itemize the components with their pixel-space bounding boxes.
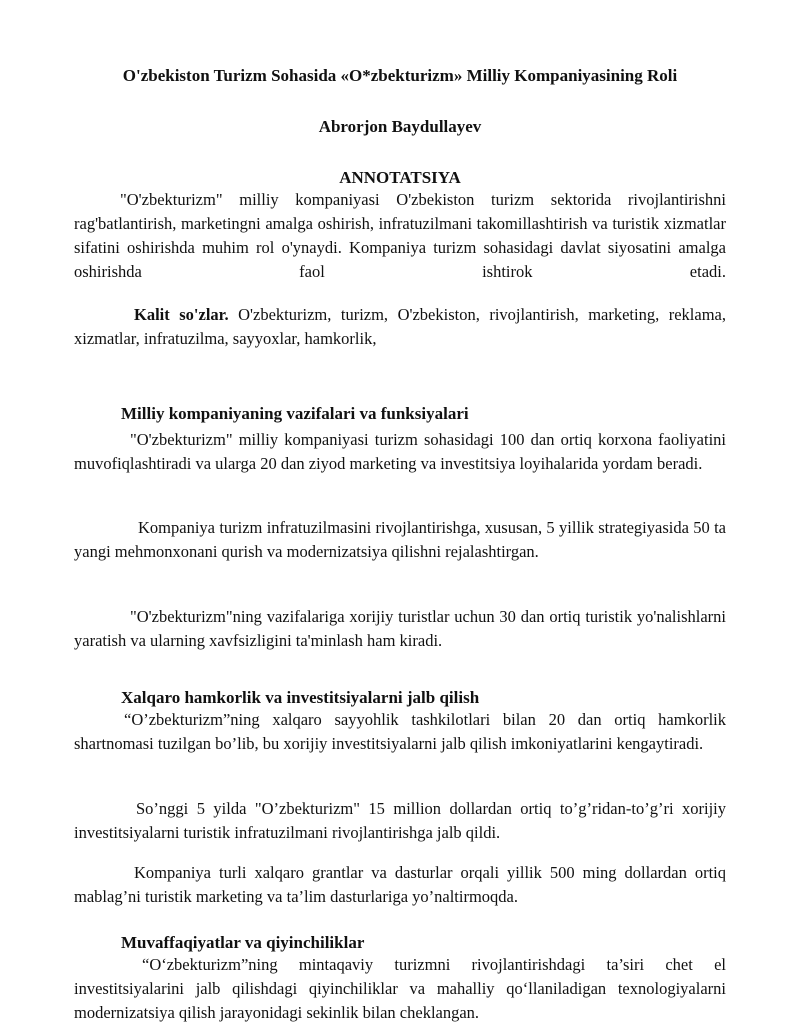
author-name: Abrorjon Baydullayev <box>318 117 482 136</box>
keywords-label: Kalit so'zlar. <box>134 305 229 324</box>
paragraph: So’nggi 5 yilda "O’zbekturizm" 15 million dollardan ortiq to’g’ridan-to’g’ri xorijiy investitsiyalarni turistik infratuzilmani rivojlantirishga jalb qildi. <box>74 799 726 842</box>
document-title: O'zbekiston Turizm Sohasida «O*zbekturizm» Milliy Kompaniyasining Roli <box>122 66 678 85</box>
paragraph: Kompaniya turli xalqaro grantlar va dasturlar orqali yillik 500 ming dollardan ortiq mablag’ni turistik marketing va ta’lim dasturlariga yo’naltirmoqda. <box>74 863 726 906</box>
keywords-paragraph <box>74 303 726 351</box>
paragraph: "O'zbekturizm"ning vazifalariga xorijiy turistlar uchun 30 dan ortiq turistik yo'nalishlarni yaratish va ularning xavfsizligini ta'minlash ham kiradi. <box>74 607 726 650</box>
section-heading-duties: Milliy kompaniyaning vazifalari va funksiyalari <box>121 404 469 423</box>
paragraph: "O'zbekturizm" milliy kompaniyasi turizm sohasidagi 100 dan ortiq korxona faoliyatini muvofiqlashtiradi va ularga 20 dan ziyod marketing va investitsiya loyihalarida yordam beradi. <box>74 430 726 473</box>
section-heading-cooperation: Xalqaro hamkorlik va investitsiyalarni jalb qilish <box>121 688 480 707</box>
annotation-heading: ANNOTATSIYA <box>339 168 461 187</box>
paragraph: Kompaniya turizm infratuzilmasini rivojlantirishga, xususan, 5 yillik strategiyasida 50 ta yangi mehmonxonani qurish va modernizatsiya qilishni rejalashtirgan. <box>74 518 726 561</box>
paragraph: “O‘zbekturizm”ning mintaqaviy turizmni rivojlantirishdagi ta’siri chet el investitsiyalarini jalb qilishdagi qiyinchiliklar va mahalliy qo‘llaniladigan texnologiyalarni modernizatsiya qilish jarayonidagi sekinlik bilan cheklangan. <box>74 955 726 1022</box>
paragraph: “O’zbekturizm”ning xalqaro sayyohlik tashkilotlari bilan 20 dan ortiq hamkorlik shartnomasi tuzilgan bo’lib, bu xorijiy investitsiyalarni jalb qilish imkoniyatlarini kengaytiradi. <box>74 710 726 753</box>
section-heading-achievements: Muvaffaqiyatlar va qiyinchiliklar <box>121 933 365 952</box>
annotation-text: "O'zbekturizm" milliy kompaniyasi O'zbekiston turizm sektorida rivojlantirishni rag'batlantirish, marketingni amalga oshirish, infratuzilmani takomillashtirish va turistik xizmatlar sifatini oshirishda muhim rol o'ynaydi. Kompaniya turizm sohasidagi davlat siyosatini amalga oshirishda faol ishtirok etadi. <box>74 190 726 281</box>
keywords-text: O'zbekturizm, turizm, O'zbekiston, rivojlantirish, marketing, reklama, xizmatlar, infratuzilma, sayyoxlar, hamkorlik, <box>74 305 726 348</box>
